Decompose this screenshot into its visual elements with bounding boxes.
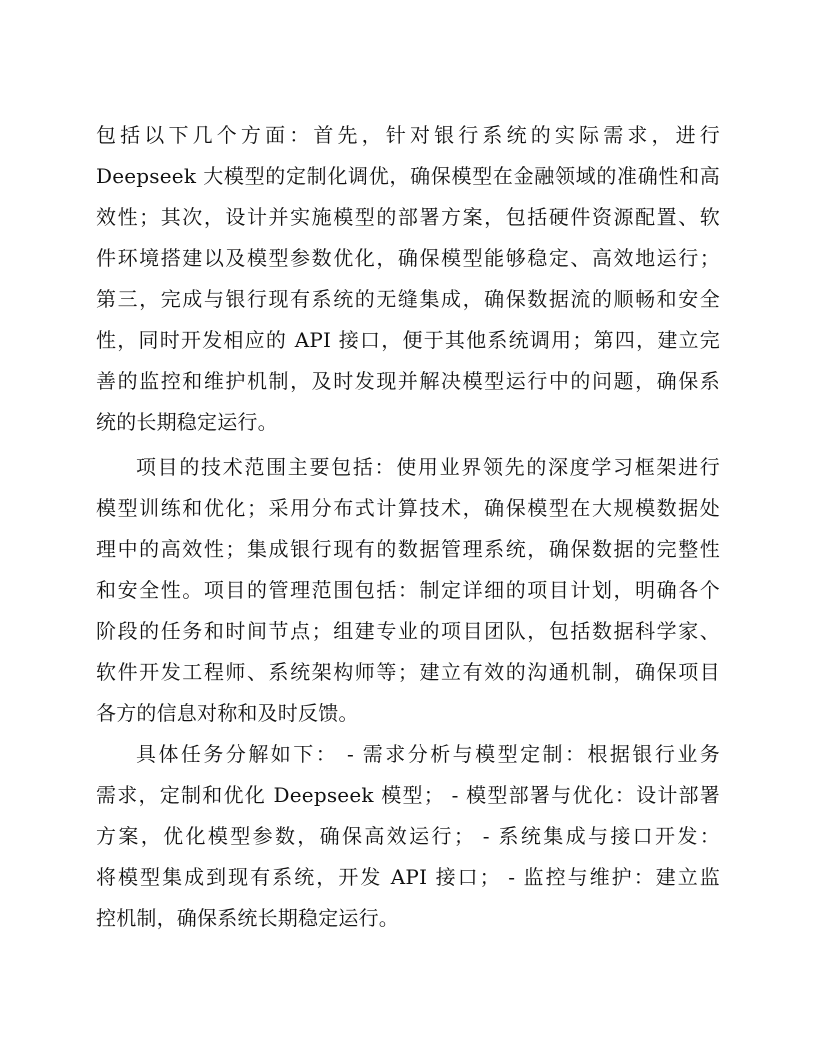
text-line: 模型训练和优化；采用分布式计算技术，确保模型在大规模数据处 xyxy=(96,496,720,520)
text-line: 和安全性。项目的管理范围包括：制定详细的项目计划，明确各个 xyxy=(96,578,720,602)
text-line: 件环境搭建以及模型参数优化，确保模型能够稳定、高效地运行； xyxy=(96,246,720,270)
paragraph-technical-scope xyxy=(96,447,720,734)
text-line: 第三，完成与银行现有系统的无缝集成，确保数据流的顺畅和安全 xyxy=(96,287,720,311)
text-line: 控机制，确保系统长期稳定运行。 xyxy=(96,906,399,930)
text-line: 具体任务分解如下： - 需求分析与模型定制：根据银行业务 xyxy=(136,742,720,766)
text-line: 项目的技术范围主要包括：使用业界领先的深度学习框架进行 xyxy=(136,455,720,479)
text-line: 需求，定制和优化 Deepseek 模型； - 模型部署与优化：设计部署 xyxy=(96,783,720,807)
text-line: 将模型集成到现有系统，开发 API 接口； - 监控与维护：建立监 xyxy=(96,865,720,889)
text-line: 统的长期稳定运行。 xyxy=(96,410,278,434)
paragraph-scope-overview xyxy=(96,115,720,443)
text-line: 包括以下几个方面：首先，针对银行系统的实际需求，进行 xyxy=(96,123,720,147)
text-line: Deepseek 大模型的定制化调优，确保模型在金融领域的准确性和高 xyxy=(96,164,720,188)
text-line: 效性；其次，设计并实施模型的部署方案，包括硬件资源配置、软 xyxy=(96,205,720,229)
paragraph-task-breakdown xyxy=(96,734,720,939)
text-line: 性，同时开发相应的 API 接口，便于其他系统调用；第四，建立完 xyxy=(96,328,720,352)
text-line: 方案，优化模型参数，确保高效运行； - 系统集成与接口开发： xyxy=(96,824,720,848)
text-line: 各方的信息对称和及时反馈。 xyxy=(96,701,359,725)
text-line: 阶段的任务和时间节点；组建专业的项目团队，包括数据科学家、 xyxy=(96,619,720,643)
text-line: 软件开发工程师、系统架构师等；建立有效的沟通机制，确保项目 xyxy=(96,660,720,684)
text-line: 善的监控和维护机制，及时发现并解决模型运行中的问题，确保系 xyxy=(96,369,720,393)
text-line: 理中的高效性；集成银行现有的数据管理系统，确保数据的完整性 xyxy=(96,537,720,561)
